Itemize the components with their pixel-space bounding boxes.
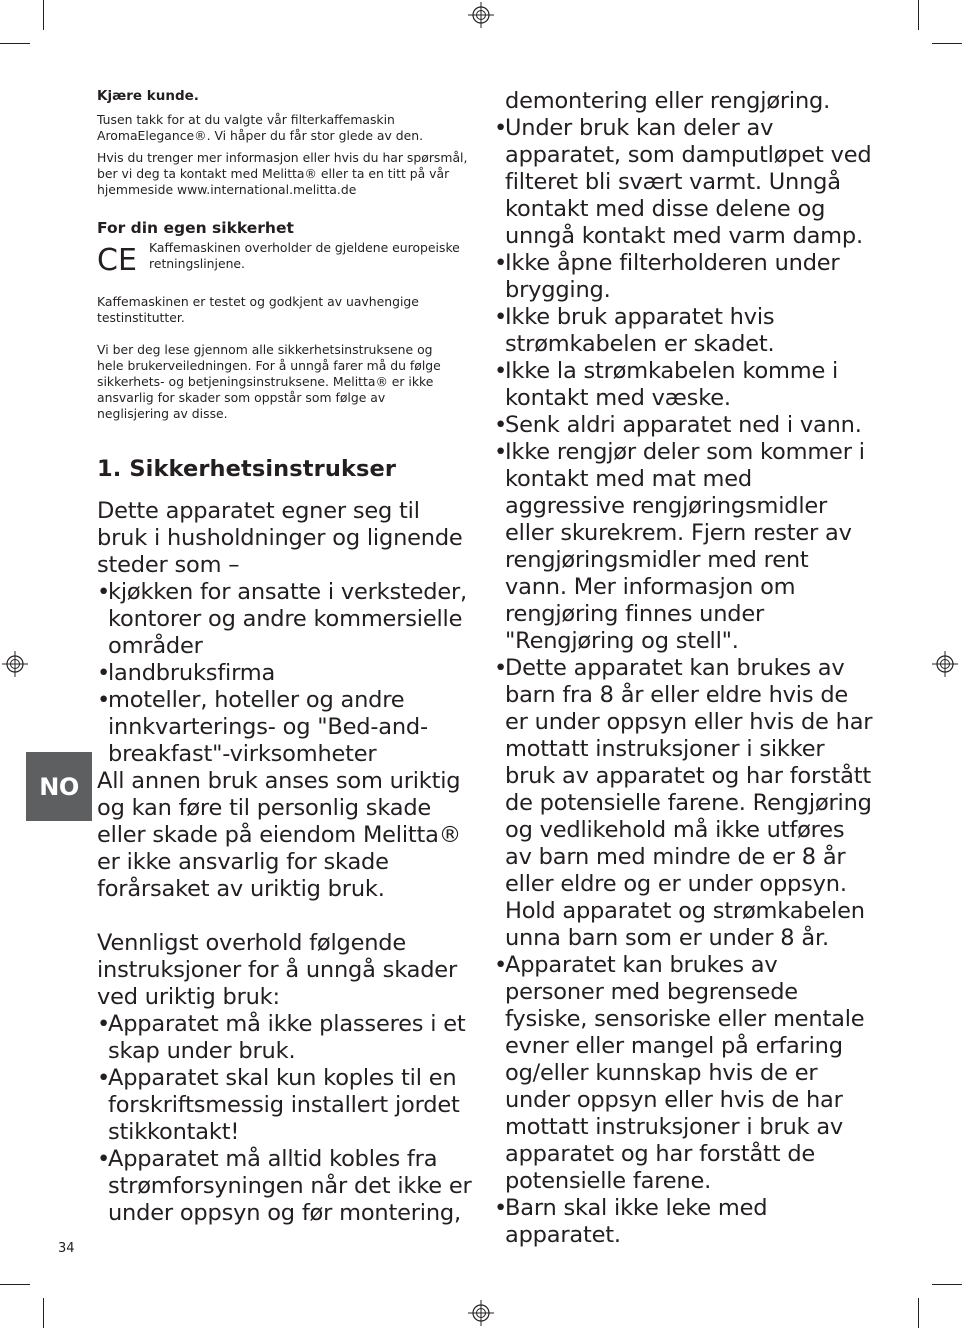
language-tab-label: NO bbox=[39, 772, 79, 801]
page-number: 34 bbox=[58, 1241, 75, 1256]
intro-paragraph-contact: Hvis du trenger mer informasjon eller hvis du har spørsmål, ber vi deg ta kontakt med Melitta® eller ta en titt på vår hjemmeside www.international.melitta.de bbox=[97, 150, 468, 197]
ce-compliance-text: Kaffemaskinen overholder de gjeldene europeiske retningslinjene. bbox=[149, 240, 460, 271]
crop-mark-top-left-v bbox=[43, 0, 44, 30]
intended-use-intro: Dette apparatet egner seg til bruk i husholdninger og lignende steder som – bbox=[97, 498, 463, 578]
list-item: • Barn skal ikke leke med apparatet. bbox=[494, 1195, 874, 1249]
safety-list-left bbox=[97, 1011, 477, 1227]
misuse-paragraph: All annen bruk anses som uriktig og kan føre til personlig skade eller skade på eiendom Melitta® er ikke ansvarlig for skade forårsaket av uriktig bruk. bbox=[97, 768, 462, 902]
section-title: 1. Sikkerhetsinstrukser bbox=[97, 456, 397, 482]
list-item: • Dette apparatet kan brukes av barn fra 8 år eller eldre hvis de er under oppsyn eller hvis de har mottatt instruksjoner i sikker bruk av apparatet og har forstått de potensielle farene. Rengjøring og vedlikehold må ikke utføres av barn med mindre de er 8 år eller eldre og er under oppsyn. Hold apparatet og strømkabelen unna barn som er under 8 år. bbox=[494, 655, 874, 952]
list-item: • Ikke la strømkabelen komme i kontakt med væske. bbox=[494, 358, 874, 412]
intended-use-list bbox=[97, 579, 473, 768]
crop-mark-bottom-right-v bbox=[918, 1298, 919, 1328]
registration-mark-top-icon bbox=[468, 2, 494, 28]
ce-mark-icon bbox=[97, 242, 141, 274]
right-column bbox=[494, 88, 874, 1249]
safety-heading: For din egen sikkerhet bbox=[97, 219, 294, 237]
crop-mark-top-right-v bbox=[918, 0, 919, 30]
crop-mark-bottom-right-h bbox=[932, 1284, 962, 1285]
list-item: • moteller, hoteller og andre innkvarterings- og "Bed-and-breakfast"-virksomheter bbox=[97, 687, 428, 768]
ce-row bbox=[97, 240, 477, 280]
tested-paragraph: Kaffemaskinen er testet og godkjent av uavhengige testinstitutter. bbox=[97, 294, 419, 325]
list-item: • Apparatet må ikke plasseres i et skap under bruk. bbox=[97, 1011, 477, 1065]
ce-mark-text: CE bbox=[97, 243, 137, 274]
list-item: • Ikke bruk apparatet hvis strømkabelen er skadet. bbox=[494, 304, 874, 358]
list-item: • landbruksfirma bbox=[97, 660, 473, 687]
registration-mark-bottom-icon bbox=[468, 1300, 494, 1326]
crop-mark-top-left-h bbox=[0, 43, 30, 44]
list-item: • Apparatet må alltid kobles fra strømforsyningen når det ikke er under oppsyn og før montering, bbox=[97, 1146, 477, 1227]
list-item: • Ikke rengjør deler som kommer i kontakt med mat med aggressive rengjøringsmidler eller skurekrem. Fjern rester av rengjøringsmidler med rent vann. Mer informasjon om rengjøring finnes under "Rengjøring og stell". bbox=[494, 439, 874, 655]
intro-paragraph-thanks: Tusen takk for at du valgte vår filterkaffemaskin AromaElegance®. Vi håper du får stor glede av den. bbox=[97, 112, 424, 143]
crop-mark-bottom-left-h bbox=[0, 1284, 30, 1285]
list-item: • Apparatet kan brukes av personer med begrensede fysiske, sensoriske eller mentale evner eller mangel på erfaring og/eller kunnskap hvis de er under oppsyn eller hvis de har mottatt instruksjoner i bruk av apparatet og har forstått de potensielle farene. bbox=[494, 952, 874, 1195]
registration-mark-left-icon bbox=[2, 651, 28, 677]
list-item: • Under bruk kan deler av apparatet, som damputløpet ved filteret bli svært varmt. Unngå kontakt med disse delene og unngå kontakt med varm damp. bbox=[494, 115, 874, 250]
safety-list-right bbox=[494, 115, 874, 1249]
crop-mark-top-right-h bbox=[932, 43, 962, 44]
crop-mark-bottom-left-v bbox=[43, 1298, 44, 1328]
list-item: • kjøkken for ansatte i verksteder, kontorer og andre kommersielle områder bbox=[97, 579, 473, 660]
left-column bbox=[97, 88, 477, 1227]
language-tab bbox=[26, 752, 92, 821]
greeting: Kjære kunde. bbox=[97, 88, 199, 104]
list-item: • Ikke åpne filterholderen under brygging. bbox=[494, 250, 874, 304]
follow-instructions-paragraph: Vennligst overhold følgende instruksjoner for å unngå skader ved uriktig bruk: bbox=[97, 930, 457, 1010]
list-item: • Apparatet skal kun koples til en forskriftsmessig installert jordet stikkontakt! bbox=[97, 1065, 477, 1146]
registration-mark-right-icon bbox=[932, 651, 958, 677]
list-item: • Senk aldri apparatet ned i vann. bbox=[494, 412, 874, 439]
continuation-text: demontering eller rengjøring. bbox=[505, 88, 831, 114]
read-instructions-paragraph: Vi ber deg lese gjennom alle sikkerhetsinstruksene og hele brukerveiledningen. For å unngå farer må du følge sikkerhets- og betjeningsinstruksene. Melitta® er ikke ansvarlig for skader som oppstår som følge av neglisjering av disse. bbox=[97, 342, 441, 421]
